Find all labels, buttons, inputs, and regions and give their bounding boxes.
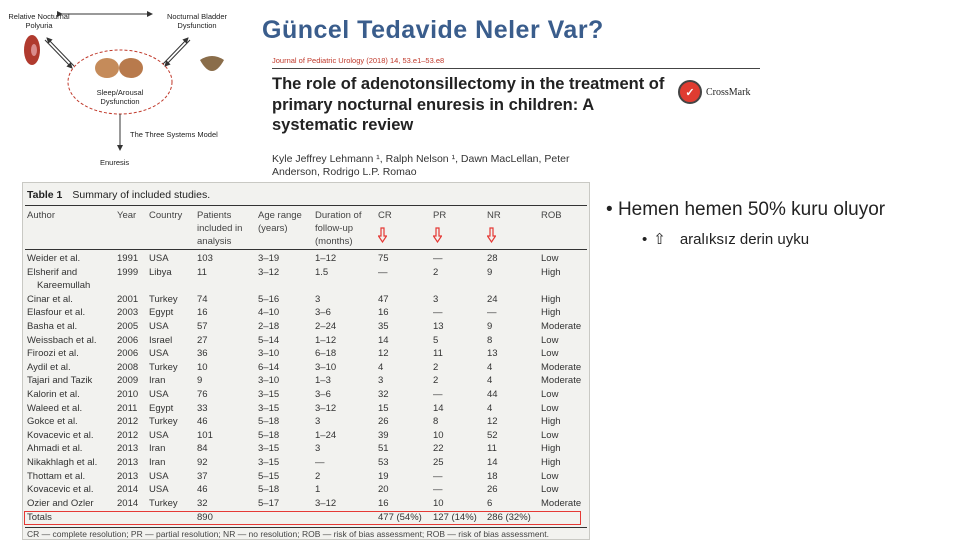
cell-year: 2013	[117, 443, 139, 455]
cell-patients: 46	[197, 416, 208, 428]
cell-author: Elasfour et al.	[27, 307, 86, 319]
header-pr: PR	[433, 210, 447, 221]
cell-rob: High	[541, 293, 561, 305]
bullet-main: • Hemen hemen 50% kuru oluyor	[606, 199, 886, 220]
cell-year: 2006	[117, 334, 139, 346]
cell-nr: 12	[487, 416, 498, 428]
cell-patients: 101	[197, 429, 213, 441]
cell-age: 5–14	[258, 334, 280, 346]
cell-pr: 2	[433, 375, 439, 387]
header-country: Country	[149, 210, 183, 221]
header-patients: Patients included in analysis	[197, 210, 243, 247]
header-rob: ROB	[541, 210, 562, 221]
table-row	[23, 294, 589, 308]
cell-nr: 8	[487, 334, 493, 346]
cell-country: USA	[149, 348, 169, 360]
cell-nr: 28	[487, 253, 498, 264]
bladder-icon	[200, 56, 224, 71]
cell-patients: 103	[197, 253, 213, 264]
cell-cr: 16	[378, 497, 389, 509]
crossmark-label: CrossMark	[706, 86, 751, 98]
cell-rob: Low	[541, 348, 559, 360]
table-row	[23, 348, 589, 362]
header-age: Age range (years)	[258, 210, 302, 234]
cell-duration: 3–6	[315, 307, 331, 319]
table-row	[23, 253, 589, 267]
cell-author: Weissbach et al.	[27, 334, 97, 346]
table-row	[23, 375, 589, 389]
cell-patients: 84	[197, 443, 208, 455]
cell-year: 2005	[117, 321, 139, 332]
cell-author: Kovacevic et al.	[27, 429, 94, 441]
down-arrow-icon	[378, 227, 387, 243]
article-authors: Kyle Jeffrey Lehmann ¹, Ralph Nelson ¹, Dawn MacLellan, Peter Anderson, Rodrigo L.P. Romao	[272, 153, 570, 178]
cell-country: USA	[149, 253, 169, 264]
cell-age: 5–16	[258, 293, 280, 305]
cell-year: 2009	[117, 375, 139, 387]
cell-age: 5–18	[258, 484, 280, 496]
cell-age: 5–17	[258, 497, 280, 509]
cell-pr: —	[433, 484, 443, 496]
table-bottom-rule	[25, 527, 587, 528]
cell-cr: 14	[378, 334, 389, 346]
cell-pr: 22	[433, 443, 444, 455]
cell-patients: 11	[197, 266, 207, 278]
cell-patients: 76	[197, 389, 208, 400]
cell-patients: 92	[197, 457, 208, 468]
table-row	[23, 362, 589, 376]
cell-cr: 12	[378, 348, 389, 360]
table-row	[23, 430, 589, 444]
table-row	[23, 498, 589, 512]
cell-age: 3–15	[258, 402, 280, 414]
cell-duration: 3	[315, 443, 321, 455]
label-three-systems: The Three Systems Model	[130, 130, 218, 139]
cell-patients: 33	[197, 402, 208, 414]
cell-cr: 53	[378, 457, 389, 468]
cell-rob: Moderate	[541, 497, 582, 509]
table-caption	[27, 189, 210, 201]
down-arrow-icon	[487, 227, 496, 243]
table-row	[23, 307, 589, 321]
cell-pr: 11	[433, 348, 443, 360]
cell-cr: —	[378, 266, 388, 278]
cell-rob: Low	[541, 253, 559, 264]
table-row	[23, 484, 589, 498]
cell-pr: 2	[433, 266, 439, 278]
cell-nr: 9	[487, 321, 493, 332]
cell-pr: 13	[433, 321, 444, 332]
cell-year: 2003	[117, 307, 139, 319]
cell-year: 2013	[117, 457, 139, 468]
cell-rob: High	[541, 307, 561, 319]
article-title: The role of adenotonsillectomy in the treatment of primary nocturnal enuresis in children: A systematic review	[272, 75, 665, 134]
cell-rob: High	[541, 266, 561, 278]
cell-patients: 10	[197, 361, 208, 373]
cell-age: 3–10	[258, 375, 280, 387]
cell-age: 5–18	[258, 416, 280, 428]
cell-duration: 3–12	[315, 402, 337, 414]
cell-patients: 9	[197, 375, 203, 387]
cell-nr: 52	[487, 429, 498, 441]
journal-citation: Journal of Pediatric Urology (2018) 14, 53.e1–53.e8	[272, 56, 445, 65]
cell-nr: 24	[487, 293, 498, 305]
cell-age: 3–12	[258, 266, 280, 278]
cell-cr: 35	[378, 321, 389, 332]
cell-nr: 14	[487, 457, 498, 468]
cell-duration: 3	[315, 416, 321, 428]
cell-author: Ahmadi et al.	[27, 443, 83, 455]
cell-cr: 3	[378, 375, 384, 387]
cell-year: 2008	[117, 361, 139, 373]
cell-rob: High	[541, 443, 561, 455]
cell-duration: 1	[315, 484, 321, 496]
cell-patients: 74	[197, 293, 208, 305]
cell-rob: Low	[541, 484, 559, 496]
cell-cr: 39	[378, 429, 389, 441]
cell-cr: 19	[378, 470, 389, 482]
cell-patients: 36	[197, 348, 208, 360]
cell-age: 2–18	[258, 321, 280, 332]
table-row	[23, 457, 589, 471]
cell-duration: 1–24	[315, 429, 337, 441]
cell-age: 5–18	[258, 429, 280, 441]
cell-duration: 3	[315, 293, 321, 305]
header-rule	[272, 68, 760, 69]
cell-pr: 14	[433, 402, 444, 414]
cell-duration: 6–18	[315, 348, 337, 360]
cell-country: Iran	[149, 443, 166, 455]
cell-cr: 15	[378, 402, 389, 414]
cell-nr: 11	[487, 443, 497, 455]
table-row	[23, 471, 589, 485]
cell-country: Israel	[149, 334, 173, 346]
cell-country: USA	[149, 321, 169, 332]
cell-nr: 18	[487, 470, 498, 482]
cell-duration: 2	[315, 470, 321, 482]
cell-cr: 4	[378, 361, 384, 373]
cell-cr: 47	[378, 293, 389, 305]
table-row	[23, 443, 589, 457]
cell-age: 3–15	[258, 443, 280, 455]
cell-cr: 16	[378, 307, 389, 319]
three-systems-diagram	[0, 0, 250, 180]
cell-country: Iran	[149, 375, 166, 387]
label-enuresis: Enuresis	[100, 158, 130, 167]
cell-country: Egypt	[149, 307, 174, 319]
cell-author: Kalorin et al.	[27, 389, 80, 400]
article-header	[272, 56, 762, 65]
cell-rob: Low	[541, 470, 559, 482]
cell-age: 3–15	[258, 457, 280, 468]
cell-duration: —	[315, 457, 325, 468]
cell-author: Gokce et al.	[27, 416, 78, 428]
crossmark-badge[interactable]	[678, 79, 764, 105]
cell-pr: —	[433, 253, 443, 264]
cell-rob: High	[541, 416, 561, 428]
cell-author: Kareemullah	[37, 280, 91, 292]
bullet-sub-text: aralıksız derin uyku	[679, 231, 810, 248]
cell-year: 2012	[117, 416, 139, 428]
label-sleep-arousal: Sleep/Arousal Dysfunction	[96, 88, 144, 106]
cell-year: 2014	[117, 484, 139, 496]
cell-country: Iran	[149, 457, 166, 468]
cell-nr: 9	[487, 266, 493, 278]
header-year: Year	[117, 210, 137, 221]
cell-year: 2001	[117, 293, 139, 305]
cell-nr: 44	[487, 389, 498, 400]
table-row	[23, 416, 589, 430]
cell-pr: —	[433, 470, 443, 482]
cell-pr: 2	[433, 361, 439, 373]
totals-row	[23, 512, 589, 526]
header-cr: CR	[378, 210, 392, 221]
studies-table	[22, 182, 590, 540]
cell-rob: Moderate	[541, 375, 582, 387]
cell-nr: 4	[487, 402, 493, 414]
table-row	[23, 267, 589, 281]
cell-age: 3–15	[258, 389, 280, 400]
cell-patients: 37	[197, 470, 208, 482]
cell-cr: 51	[378, 443, 389, 455]
cell-year: 1999	[117, 266, 139, 278]
cell-duration: 2–24	[315, 321, 337, 332]
totals-cell-nr: 286 (32%)	[487, 512, 531, 523]
table-footnote: CR — complete resolution; PR — partial resolution; NR — no resolution; ROB — risk of bias assessment; ROB — risk of bias assessment.	[27, 529, 549, 539]
cell-author: Thottam et al.	[27, 470, 86, 482]
cell-country: Libya	[149, 266, 172, 278]
cell-year: 2011	[117, 402, 138, 414]
totals-cell-author: Totals	[27, 512, 52, 523]
header-author: Author	[27, 210, 55, 221]
cell-country: USA	[149, 470, 169, 482]
bullet-sub: • ⇧ aralıksız derin uyku	[642, 231, 810, 248]
cell-year: 2012	[117, 429, 139, 441]
cell-cr: 26	[378, 416, 389, 428]
cell-patients: 27	[197, 334, 208, 346]
down-arrow-icon	[433, 227, 442, 243]
cell-cr: 20	[378, 484, 389, 496]
label-polyuria: Relative Nocturnal Polyuria	[8, 12, 70, 30]
cell-country: Turkey	[149, 416, 178, 428]
cell-cr: 32	[378, 389, 389, 400]
table-row	[23, 335, 589, 349]
kidney-icon	[24, 35, 40, 65]
cell-country: USA	[149, 484, 169, 496]
cell-rob: Low	[541, 402, 559, 414]
bullet-main-text: Hemen hemen 50% kuru oluyor	[617, 199, 886, 220]
cell-author: Kovacevic et al.	[27, 484, 94, 496]
cell-age: 3–19	[258, 253, 280, 264]
cell-rob: Low	[541, 334, 559, 346]
cell-country: Turkey	[149, 361, 178, 373]
cell-patients: 57	[197, 321, 208, 332]
cell-pr: 3	[433, 293, 439, 305]
table-row	[23, 389, 589, 403]
cell-cr: 75	[378, 253, 389, 264]
table-top-rule	[25, 205, 587, 206]
table-row	[23, 280, 589, 294]
arrow-up-icon: ⇧	[653, 231, 666, 248]
cell-patients: 16	[197, 307, 208, 319]
totals-cell-cr: 477 (54%)	[378, 512, 422, 523]
cell-year: 2006	[117, 348, 139, 360]
totals-cell-pr: 127 (14%)	[433, 512, 477, 523]
cell-nr: 13	[487, 348, 498, 360]
cell-author: Basha et al.	[27, 321, 78, 332]
cell-pr: 10	[433, 429, 444, 441]
cell-rob: Low	[541, 389, 559, 400]
cell-nr: —	[487, 307, 497, 319]
cell-author: Waleed et al.	[27, 402, 83, 414]
header-duration: Duration of follow-up (months)	[315, 210, 362, 247]
cell-pr: 8	[433, 416, 439, 428]
crossmark-icon: ✓	[678, 80, 702, 104]
brain-icon	[95, 58, 143, 78]
cell-rob: Moderate	[541, 321, 582, 332]
cell-nr: 26	[487, 484, 498, 496]
cell-pr: 5	[433, 334, 439, 346]
cell-age: 3–10	[258, 348, 280, 360]
cell-rob: High	[541, 457, 561, 468]
table-row	[23, 321, 589, 335]
cell-author: Elsherif and	[27, 266, 78, 278]
cell-year: 2013	[117, 470, 139, 482]
cell-pr: 25	[433, 457, 444, 468]
cell-age: 4–10	[258, 307, 280, 319]
cell-country: Turkey	[149, 497, 178, 509]
slide-title: Güncel Tedavide Neler Var?	[262, 16, 604, 44]
cell-country: Turkey	[149, 293, 178, 305]
cell-duration: 1–12	[315, 334, 337, 346]
cell-duration: 3–12	[315, 497, 337, 509]
cell-year: 2014	[117, 497, 139, 509]
cell-author: Ozier and Ozler	[27, 497, 94, 509]
cell-author: Firoozi et al.	[27, 348, 79, 360]
cell-age: 5–15	[258, 470, 280, 482]
cell-duration: 1–12	[315, 253, 337, 264]
cell-year: 1991	[117, 253, 139, 264]
cell-patients: 46	[197, 484, 208, 496]
cell-country: USA	[149, 429, 169, 441]
cell-author: Aydil et al.	[27, 361, 71, 373]
cell-age: 6–14	[258, 361, 280, 373]
header-nr: NR	[487, 210, 501, 221]
cell-pr: 10	[433, 497, 444, 509]
cell-author: Nikakhlagh et al.	[27, 457, 98, 468]
cell-rob: Moderate	[541, 361, 582, 373]
table-caption-text: Summary of included studies.	[72, 189, 211, 201]
cell-author: Weider et al.	[27, 253, 81, 264]
cell-rob: Low	[541, 429, 559, 441]
cell-author: Tajari and Tazik	[27, 375, 93, 387]
cell-duration: 1.5	[315, 266, 329, 278]
label-bladder-dysfunction: Nocturnal Bladder Dysfunction	[166, 12, 228, 30]
cell-duration: 1–3	[315, 375, 331, 387]
totals-cell-patients: 890	[197, 512, 213, 523]
cell-country: USA	[149, 389, 169, 400]
cell-pr: —	[433, 389, 443, 400]
cell-nr: 4	[487, 361, 493, 373]
cell-country: Egypt	[149, 402, 174, 414]
cell-nr: 4	[487, 375, 493, 387]
cell-duration: 3–6	[315, 389, 331, 400]
cell-pr: —	[433, 307, 443, 319]
table-row	[23, 403, 589, 417]
table-caption-label: Table 1	[27, 189, 63, 201]
cell-year: 2010	[117, 389, 139, 400]
cell-duration: 3–10	[315, 361, 337, 373]
cell-author: Cinar et al.	[27, 293, 73, 305]
cell-nr: 6	[487, 497, 493, 509]
cell-patients: 32	[197, 497, 208, 509]
table-header-rule	[25, 249, 587, 250]
